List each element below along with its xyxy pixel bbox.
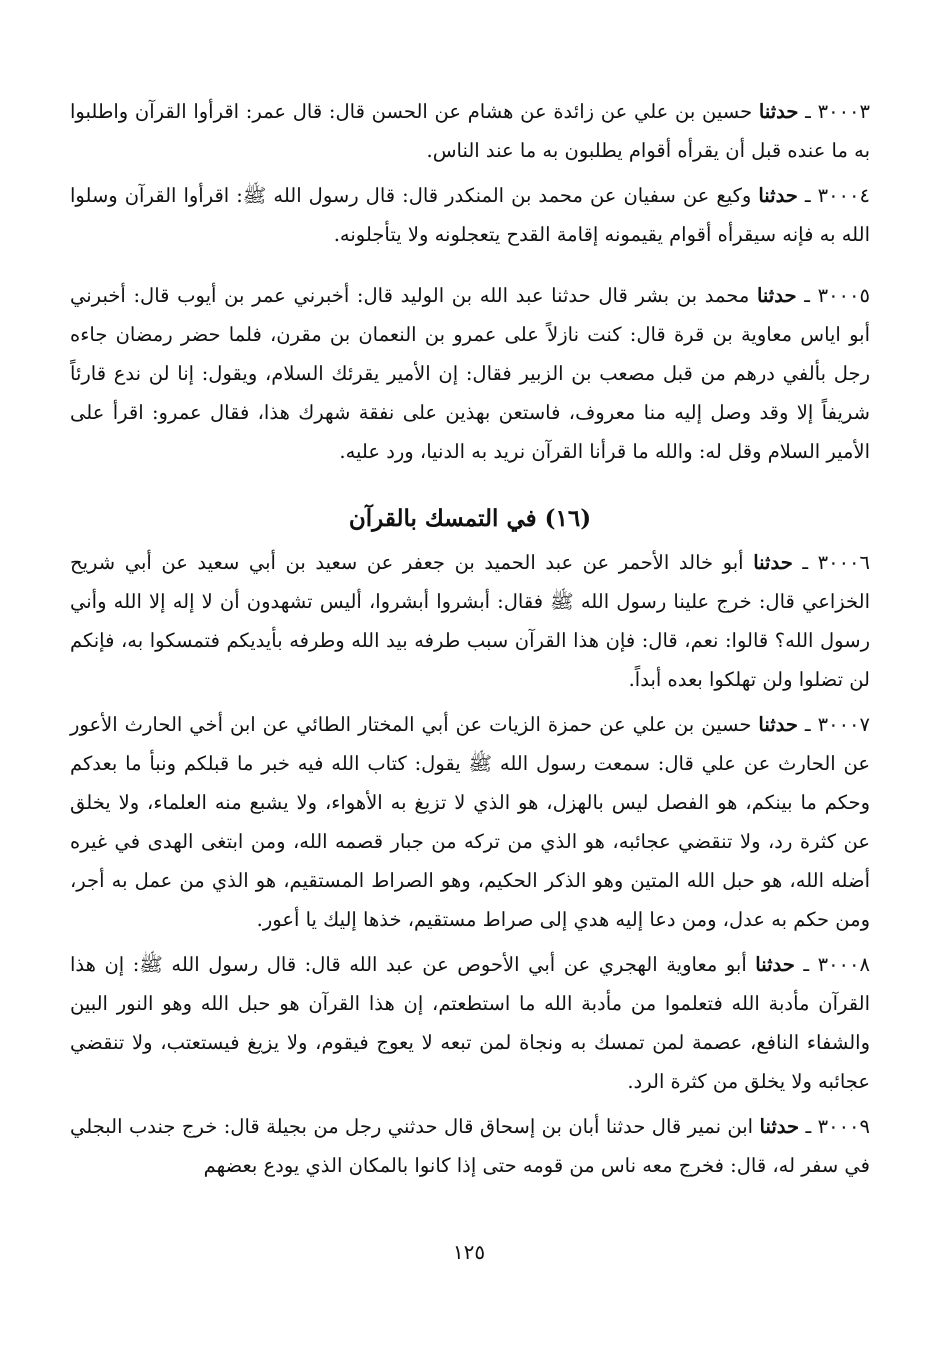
hadith-number: ٣٠٠٠٨: [817, 953, 870, 976]
hadith-text: ابن نمير قال حدثنا أبان بن إسحاق قال حدثني رجل من بجيلة قال: خرج جندب البجلي في سفر له، قال: فخرج معه ناس من قومه حتى إذا كانوا بالمكان الذي يودع بعضهم: [70, 1115, 870, 1177]
page-body: [70, 92, 870, 1191]
hadith-30009: [70, 1107, 870, 1185]
hadith-lead: حدثنا: [753, 551, 793, 574]
separator: ـ: [799, 1115, 818, 1138]
hadith-lead: حدثنا: [758, 184, 798, 207]
hadith-number: ٣٠٠٠٩: [817, 1115, 870, 1138]
separator: ـ: [794, 953, 818, 976]
separator: ـ: [796, 284, 818, 307]
hadith-30007: [70, 705, 870, 939]
hadith-text: أبو خالد الأحمر عن عبد الحميد بن جعفر عن سعيد بن أبي سعيد عن أبي شريح الخزاعي قال: خرج علينا رسول الله ﷺ فقال: أبشروا أبشروا، أليس تشهدون أن لا إله إلا الله وأني رسول الله؟ قالوا: نعم، قال: فإن هذا القرآن سبب طرفه بيد الله وطرفه بأيديكم فتمسكوا به، فإنكم لن تضلوا ولن تهلكوا بعده أبداً.: [70, 551, 870, 691]
hadith-number: ٣٠٠٠٥: [817, 284, 870, 307]
hadith-30003: [70, 92, 870, 170]
hadith-text: وكيع عن سفيان عن محمد بن المنكدر قال: قال رسول الله ﷺ: اقرأوا القرآن وسلوا الله به فإنه سيقرأه أقوام يقيمونه إقامة القدح يتعجلونه ولا يتأجلونه.: [70, 184, 870, 246]
separator: ـ: [797, 713, 818, 736]
hadith-lead: حدثنا: [758, 713, 798, 736]
hadith-30006: [70, 543, 870, 699]
separator: ـ: [798, 100, 818, 123]
hadith-text: حسين بن علي عن حمزة الزيات عن أبي المختار الطائي عن ابن أخي الحارث الأعور عن الحارث عن علي قال: سمعت رسول الله ﷺ يقول: كتاب الله فيه خبر ما قبلكم ونبأ ما بعدكم وحكم ما بينكم، هو الفصل ليس بالهزل، هو الذي لا تزيغ به الأهواء، ولا يشبع منه العلماء، ولا يخلق عن كثرة رد، ولا تنقضي عجائبه، هو الذي من تركه من جبار قصمه الله، ومن ابتغى الهدى في غيره أضله الله، هو حبل الله المتين وهو الذكر الحكيم، وهو الصراط المستقيم، هو الذي من عمل به أجر، ومن حكم به عدل، ومن دعا إليه هدي إلى صراط مستقيم، خذها إليك يا أعور.: [70, 713, 870, 931]
hadith-30008: [70, 945, 870, 1101]
separator: ـ: [792, 551, 818, 574]
hadith-number: ٣٠٠٠٧: [817, 713, 870, 736]
hadith-number: ٣٠٠٠٣: [817, 100, 870, 123]
hadith-lead: حدثنا: [759, 1115, 800, 1138]
page-number: ١٢٥: [452, 1240, 486, 1264]
separator: ـ: [797, 184, 818, 207]
hadith-lead: حدثنا: [758, 100, 799, 123]
hadith-30005: [70, 276, 870, 471]
hadith-lead: حدثنا: [756, 284, 797, 307]
hadith-number: ٣٠٠٠٤: [817, 184, 870, 207]
chapter-title: (١٦) في التمسك بالقرآن: [348, 505, 592, 532]
hadith-text: حسين بن علي عن زائدة عن هشام عن الحسن قال: قال عمر: اقرأوا القرآن واطلبوا به ما عنده قبل أن يقرأه أقوام يطلبون به ما عند الناس.: [70, 100, 870, 162]
hadith-text: محمد بن بشر قال حدثنا عبد الله بن الوليد قال: أخبرني عمر بن أيوب قال: أخبرني أبو اياس معاوية بن قرة قال: كنت نازلاً على عمرو بن النعمان بن مقرن، فلما حضر رمضان جاءه رجل بألفي درهم من قبل مصعب بن الزبير فقال: إن الأمير يقرئك السلام، ويقول: إنا لن ندع قارئاً شريفاً إلا وقد وصل إليه منا معروف، فاستعن بهذين على نفقة شهرك هذا، فقال عمرو: اقرأ على الأمير السلام وقل له: والله ما قرأنا القرآن نريد به الدنيا، ورد عليه.: [70, 284, 870, 463]
hadith-30004: [70, 176, 870, 254]
hadith-number: ٣٠٠٠٦: [817, 551, 870, 574]
hadith-text: أبو معاوية الهجري عن أبي الأحوص عن عبد الله قال: قال رسول الله ﷺ: إن هذا القرآن مأدبة الله فتعلموا من مأدبة الله ما استطعتم، إن هذا القرآن هو حبل الله وهو النور البين والشفاء النافع، عصمة لمن تمسك به ونجاة لمن تبعه لا يعوج فيقوم، ولا يزيغ فيستعتب، ولا تنقضي عجائبه ولا يخلق من كثرة الرد.: [70, 953, 870, 1093]
hadith-lead: حدثنا: [755, 953, 795, 976]
